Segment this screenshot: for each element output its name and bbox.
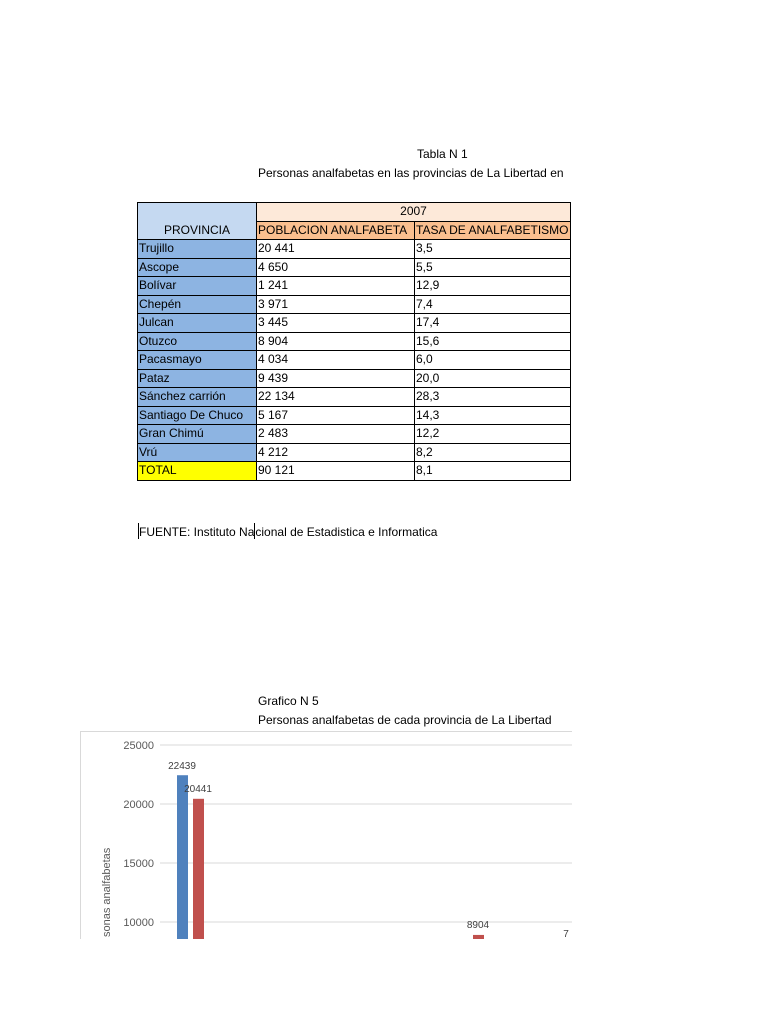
table-row <box>138 406 571 425</box>
cell-provincia: Trujillo <box>138 240 257 259</box>
cell-poblacion: 5 167 <box>257 406 415 425</box>
total-label: TOTAL <box>138 462 257 481</box>
source-note <box>138 523 437 539</box>
cell-poblacion: 22 134 <box>257 388 415 407</box>
cell-poblacion: 1 241 <box>257 277 415 296</box>
cell-provincia: Pataz <box>138 369 257 388</box>
y-axis-label: sonas analfabetas <box>101 847 113 937</box>
y-tick-label: 20000 <box>123 799 154 811</box>
table-row <box>138 351 571 370</box>
bar-chart <box>80 731 572 939</box>
cell-poblacion: 3 971 <box>257 295 415 314</box>
cell-poblacion: 20 441 <box>257 240 415 259</box>
cell-provincia: Gran Chimú <box>138 425 257 444</box>
table-subtitle: Personas analfabetas en las provincias de La Libertad en <box>258 166 564 180</box>
header-tasa: TASA DE ANALFABETISMO <box>415 221 571 240</box>
chart-svg <box>80 731 572 939</box>
cell-tasa: 3,5 <box>415 240 571 259</box>
data-label: 7 <box>563 928 569 939</box>
table-body <box>138 240 571 462</box>
cell-poblacion: 2 483 <box>257 425 415 444</box>
bar-series2 <box>193 799 204 939</box>
cell-provincia: Sánchez carrión <box>138 388 257 407</box>
cell-tasa: 8,2 <box>415 443 571 462</box>
table-row <box>138 258 571 277</box>
source-part-2: cional de Estadistica e Informatica <box>255 525 438 539</box>
table-row <box>138 369 571 388</box>
cell-tasa: 14,3 <box>415 406 571 425</box>
cell-tasa: 12,9 <box>415 277 571 296</box>
cell-provincia: Vrú <box>138 443 257 462</box>
cell-provincia: Santiago De Chuco <box>138 406 257 425</box>
cell-provincia: Pacasmayo <box>138 351 257 370</box>
cell-tasa: 7,4 <box>415 295 571 314</box>
header-poblacion: POBLACION ANALFABETA <box>257 221 415 240</box>
cell-provincia: Julcan <box>138 314 257 333</box>
cell-tasa: 17,4 <box>415 314 571 333</box>
cell-tasa: 6,0 <box>415 351 571 370</box>
total-tasa: 8,1 <box>415 462 571 481</box>
header-year: 2007 <box>257 203 571 222</box>
bar-series2 <box>473 935 484 939</box>
total-poblacion: 90 121 <box>257 462 415 481</box>
table-row <box>138 388 571 407</box>
table-row <box>138 314 571 333</box>
y-tick-label: 25000 <box>123 740 154 752</box>
table-row <box>138 240 571 259</box>
data-label: 8904 <box>466 919 490 931</box>
y-tick-label: 15000 <box>123 858 154 870</box>
cell-provincia: Chepén <box>138 295 257 314</box>
table-row <box>138 277 571 296</box>
cell-tasa: 20,0 <box>415 369 571 388</box>
cell-tasa: 28,3 <box>415 388 571 407</box>
chart-subtitle: Personas analfabetas de cada provincia de La Libertad <box>258 713 552 727</box>
table-total-row <box>138 462 571 481</box>
cell-poblacion: 8 904 <box>257 332 415 351</box>
cell-poblacion: 9 439 <box>257 369 415 388</box>
cell-poblacion: 4 034 <box>257 351 415 370</box>
cell-poblacion: 4 650 <box>257 258 415 277</box>
table-row <box>138 295 571 314</box>
cell-poblacion: 4 212 <box>257 443 415 462</box>
data-label: 22439 <box>168 761 196 773</box>
bar-series1 <box>177 775 188 939</box>
illiteracy-table <box>137 202 571 481</box>
table-row <box>138 425 571 444</box>
cell-provincia: Ascope <box>138 258 257 277</box>
source-part-1: FUENTE: Instituto Na <box>139 525 255 539</box>
cell-poblacion: 3 445 <box>257 314 415 333</box>
cell-provincia: Otuzco <box>138 332 257 351</box>
table-title: Tabla N 1 <box>417 147 468 161</box>
cell-tasa: 15,6 <box>415 332 571 351</box>
data-label: 20441 <box>184 783 212 795</box>
header-provincia: PROVINCIA <box>138 203 257 240</box>
y-tick-label: 10000 <box>123 917 154 929</box>
table-row <box>138 443 571 462</box>
cell-provincia: Bolívar <box>138 277 257 296</box>
table-row <box>138 332 571 351</box>
cell-tasa: 5,5 <box>415 258 571 277</box>
chart-title: Grafico N 5 <box>258 694 319 708</box>
cell-tasa: 12,2 <box>415 425 571 444</box>
